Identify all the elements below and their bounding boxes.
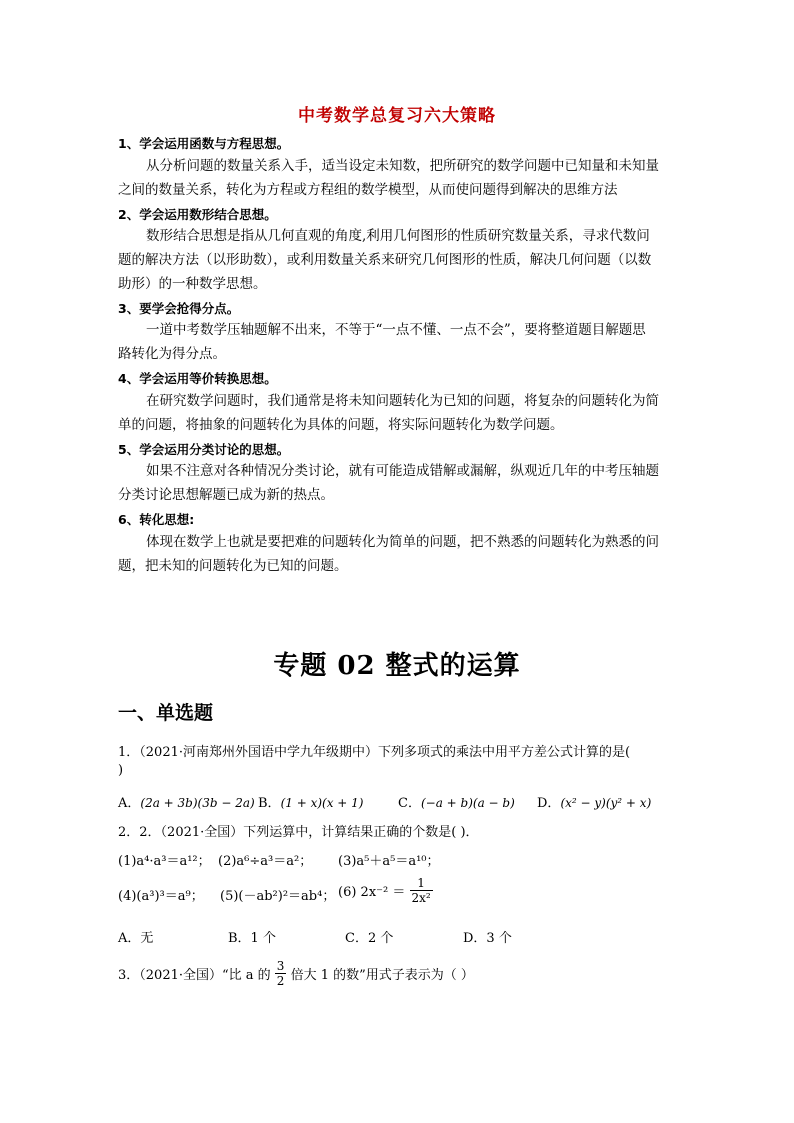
option-b-expression: (1 + x)(x + 1) (280, 796, 364, 810)
strategy-1-heading: 1、学会运用函数与方程思想。 (118, 136, 290, 151)
question-1-option-d (537, 792, 651, 811)
question-3-text (118, 959, 474, 988)
question-2-item-1: (1)a⁴·a³＝a¹²； (118, 854, 211, 869)
strategy-4-heading: 4、学会运用等价转换思想。 (118, 371, 277, 386)
strategy-3-line-2: 路转化为得分点。 (118, 346, 226, 362)
question-2-item-6 (338, 876, 433, 905)
question-2-item-5: (5)(－ab²)²＝ab⁴； (220, 889, 336, 904)
question-2-option-c: C．2 个 (345, 931, 394, 946)
strategy-2-line-3: 助形）的一种数学思想。 (118, 276, 267, 292)
q3-fraction-numerator: 3 (276, 959, 285, 973)
strategy-2-line-1: 数形结合思想是指从几何直观的角度,利用几何图形的性质研究数量关系，寻求代数问 (146, 228, 650, 244)
question-3-prefix: 3．（2021·全国）“比 a 的 (118, 968, 271, 983)
strategy-6-line-1: 体现在数学上也就是要把难的问题转化为简单的问题，把不熟悉的问题转化为熟悉的问 (146, 534, 659, 550)
question-2-item-4: (4)(a³)³＝a⁹； (118, 889, 204, 904)
document-title: 中考数学总复习六大策略 (298, 106, 496, 126)
strategy-5-line-1: 如果不注意对各种情况分类讨论，就有可能造成错解或漏解，纵观近几年的中考压轴题 (146, 463, 659, 479)
question-1-option-b (258, 792, 363, 811)
option-a-expression: (2a + 3b)(3b − 2a) (140, 796, 255, 810)
option-b-label: B． (258, 796, 281, 811)
strategy-6-line-2: 题，把未知的问题转化为已知的问题。 (118, 558, 348, 574)
question-1-text-continued: ) (118, 763, 124, 778)
strategy-4-line-2: 单的问题，将抽象的问题转化为具体的问题，将实际问题转化为数学问题。 (118, 417, 564, 433)
question-3-suffix: 倍大 1 的数”用式子表示为（ ） (290, 968, 474, 983)
question-2-option-b: B．1 个 (228, 931, 276, 946)
question-2-option-a: A．无 (118, 931, 154, 946)
strategy-1-line-1: 从分析问题的数量关系入手，适当设定未知数，把所研究的数学问题中已知量和未知量 (146, 158, 659, 174)
option-d-label: D． (537, 796, 561, 811)
item-6-expression: (6) 2x⁻² ＝ (338, 885, 406, 900)
option-c-label: C． (398, 796, 421, 811)
section-title: 一、单选题 (118, 702, 214, 724)
strategy-2-line-2: 题的解决方法（以形助数），或利用数量关系来研究几何图形的性质，解决几何问题（以数 (118, 252, 652, 268)
option-a-label: A． (118, 796, 141, 811)
question-2-option-d: D．3 个 (463, 931, 512, 946)
question-2-item-3: (3)a⁵＋a⁵＝a¹⁰； (338, 854, 440, 869)
strategy-3-heading: 3、要学会抢得分点。 (118, 301, 240, 316)
item-6-fraction (410, 876, 433, 905)
strategy-5-heading: 5、学会运用分类讨论的思想。 (118, 442, 290, 457)
strategy-1-line-2: 之间的数量关系，转化为方程或方程组的数学模型，从而使问题得到解决的思维方法 (118, 182, 618, 198)
question-1-text: 1．（2021·河南郑州外国语中学九年级期中）下列多项式的乘法中用平方差公式计算的是( (118, 745, 631, 760)
option-c-expression: (−a + b)(a − b) (420, 796, 515, 810)
strategy-5-line-2: 分类讨论思想解题已成为新的热点。 (118, 487, 334, 503)
question-3-fraction (275, 959, 287, 988)
topic-title: 专题 02 整式的运算 (273, 651, 521, 681)
question-1-option-c (398, 792, 515, 811)
strategy-6-heading: 6、转化思想: (118, 512, 195, 527)
fraction-denominator: 2x² (411, 891, 431, 905)
strategy-2-heading: 2、学会运用数形结合思想。 (118, 207, 277, 222)
question-1-option-a (118, 792, 255, 811)
q3-fraction-denominator: 2 (276, 974, 285, 988)
strategy-3-line-1: 一道中考数学压轴题解不出来，不等于“一点不懂、一点不会”，要将整道题目解题思 (146, 322, 646, 338)
fraction-numerator: 1 (410, 876, 433, 891)
question-2-item-2: (2)a⁶÷a³＝a²； (218, 854, 313, 869)
strategy-4-line-1: 在研究数学问题时，我们通常是将未知问题转化为已知的问题，将复杂的问题转化为简 (146, 393, 659, 409)
option-d-expression: (x² − y)(y² + x) (560, 796, 652, 810)
question-2-text: 2．2．（2021·全国）下列运算中，计算结果正确的个数是( )． (118, 825, 479, 840)
